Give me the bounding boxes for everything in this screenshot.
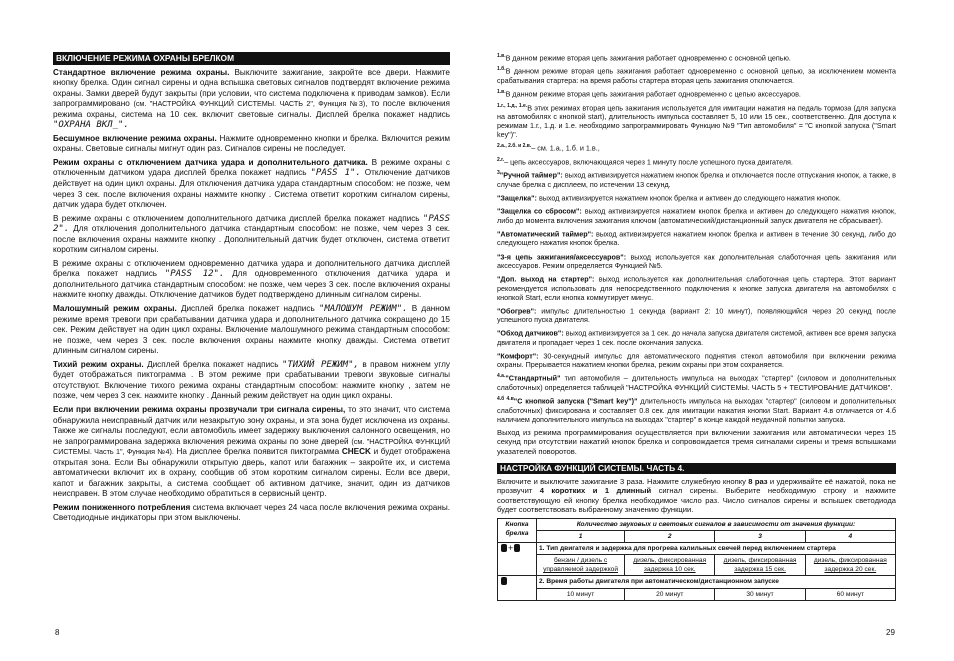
key-icon-cell [498, 576, 537, 600]
page-number-right: 29 [886, 628, 895, 637]
unlock-key-icon [501, 577, 507, 585]
footnote-text: тип автомобиля – длительность импульса на выходах "стартер" (силовом и дополнительных слаботочных) определяется таблицей "НАСТРОЙКА ФУНКЦИЙ СИСТЕМЫ. ЧАСТЬ 5 + ТЕСТИРОВАНИЕ ДАТЧИКОВ". [497, 373, 896, 392]
paragraph-pass2 [53, 214, 450, 256]
footnote-marker: 3 [497, 170, 500, 177]
footnote-marker: 2.а., 2.б. и 2.в. [497, 143, 532, 150]
display-message: "PASS 12". [164, 269, 225, 280]
intro-text: и удерживайте её нажатой, пока не прозвучит [497, 476, 896, 496]
table-header-values: Количество звуковых и световых сигналов в зависимости от значения функции: [537, 518, 896, 530]
definition [497, 273, 896, 302]
definition-term: "Стандартный" [505, 373, 561, 383]
definition [497, 228, 896, 248]
left-page [53, 52, 450, 527]
paragraph-text: В режиме охраны с отключенным датчиком удара дисплей брелка покажет надпись [53, 157, 450, 178]
table-num: 3 [715, 531, 805, 543]
footnote [497, 156, 896, 166]
definition-term: "Обогрев": [497, 306, 537, 316]
paragraph-low-power [53, 503, 450, 524]
display-message: "МАЛОШУМ РЕЖИМ". [318, 304, 408, 315]
intro-paragraph [497, 477, 896, 515]
section-header: НАСТРОЙКА ФУНКЦИЙ СИСТЕМЫ. ЧАСТЬ 4. [497, 463, 896, 474]
definition-term: "Защелка": [497, 193, 537, 203]
table-row-title: 2. Время работы двигателя при автоматическом/дистанционном запуске [537, 576, 896, 588]
footnote [497, 65, 896, 85]
paragraph-text: Выключите зажигание, закройте все двери. Нажмите кнопку брелка. Один сигнал сирены и одна вспышка световых сигналов подтвердят включение режима охраны. Замки дверей будут закрыты (при условии, что система подключена к приводам замков). Если запрограммировано [53, 67, 450, 109]
footnote-marker: 1.в. [497, 53, 506, 59]
table-header-row [498, 518, 896, 530]
paragraph-text: В режиме охраны с отключением дополнительного датчика дисплей брелка покажет надпись [53, 213, 420, 223]
definition-term: "С кнопкой запуска ("Smart key")" [513, 396, 638, 406]
check-pictogram: CHECK [341, 447, 371, 457]
table-row [498, 588, 896, 600]
table-cell: дизель, фиксированная задержка 15 сек. [715, 555, 805, 576]
display-message: "PASS 2". [53, 213, 450, 235]
footnote-text: – цепь аксессуаров, включающаяся через 1 минуту после успешного пуска двигателя. [504, 157, 793, 167]
definition [497, 205, 896, 225]
paragraph-standard-arming [53, 68, 450, 131]
paragraph-title: Режим охраны с отключением датчика удара и дополнительного датчика. [53, 157, 368, 167]
key-icon-combo: + [498, 543, 537, 576]
paragraph-silent-mode [53, 360, 450, 402]
footnote-marker: 1.г., 1.д., 1.е. [497, 102, 528, 109]
footnote-text: В данном режиме вторая цепь зажигания работает одновременно с цепью аксессуаров. [505, 89, 801, 99]
paragraph-text: то это значит, что система обнаружила неисправный датчик или незакрытую зону охраны, и эта зона будет исключена из охраны. Также же сигналы последуют, если автомобиль имеет задержку выключения салонного освещения, но не запрограммирована задержка включения режима охраны по зоне дверей [53, 404, 450, 446]
exit-paragraph: Выход из режима программирования осуществляется при включении зажигания или автоматически через 15 секунд при отсутствии нажатий кнопок брелка и сопровождается тремя сигналами сирены и тремя вспышками указателей поворотов. [497, 427, 896, 456]
paragraph-title: Малошумный режим охраны. [53, 304, 177, 314]
footnote-text: 30-секундный импульс для автоматического поднятия стекол автомобиля при включении режима охраны. Прерывается нажатием кнопки брелка, режим охраны при этом сохраняется. [497, 351, 897, 370]
paragraph-three-signals [53, 405, 450, 500]
paragraph-text: то после включения режима охраны, система на 10 сек. включит световые сигналы. Дисплей брелка покажет надпись [53, 99, 450, 119]
footnote-text: В данном режиме вторая цепь зажигания работает одновременно с основной цепью. [505, 53, 791, 63]
paragraph-text: В режиме охраны с отключением одновременно датчика удара и дополнительного датчика дисплей брелка покажет надпись [53, 258, 450, 279]
table-cell: 10 минут [537, 588, 625, 600]
settings-table [497, 518, 896, 601]
display-message: "ОХРАНА ВКЛ_". [53, 120, 129, 131]
definition-term: "Обход датчиков": [497, 328, 564, 338]
paragraph-pass12 [53, 259, 450, 301]
table-cell: дизель, фиксированная задержка 20 сек. [805, 555, 895, 576]
paragraph-title: Бесшумное включение режима охраны. [53, 133, 217, 143]
paragraph-title: Если при включении режима охраны прозвучали три сигнала сирены, [53, 404, 346, 414]
definition [497, 192, 896, 202]
paragraph-text: и будет отображена открытая зона. Если Вы обнаружили открытую дверь, капот или багажник – закройте их, и система автоматически включит их в охрану, сообщив об этом коротким сигналом сирены. Если все двери, капот и багажник закрыты, а система сообщает об активном датчике, значит, один из датчиков неисправен. В этом случае необходимо обратиться в сервисный центр. [53, 447, 451, 499]
footnote-text: – см. 1.а., 1.б. и 1.в., [531, 143, 600, 153]
paragraph-title: Тихий режим охраны. [53, 359, 144, 369]
display-message: "PASS 1". [310, 168, 361, 179]
footnote-text: выход активизируется за 1 сек. до начала запуска двигателя системой, активен все время запуска двигателя и пропадает через 1 сек. после окончания запуска. [497, 328, 897, 347]
right-page [497, 52, 896, 601]
footnote [497, 88, 896, 98]
footnote-marker: 4.а. [497, 373, 506, 380]
page-number-left: 8 [55, 628, 60, 637]
paragraph-text: Нажмите одновременно кнопки и брелка. Включится режим охраны. Световые сигналы мигнут один раз. Сигналов сирены не последует. [53, 133, 450, 154]
paragraph-silent-arming [53, 134, 450, 155]
footnote-text: выход используется как дополнительная слаботочная цепь стартера. Этот вариант рекомендуется использовать для непосредственного подключения к кнопке запуска двигателя на автомобилях с кнопкой Start, если кнопка коммутирует минус. [497, 274, 897, 302]
footnote-text: импульс длительностью 1 секунда (вариант 2: 10 минут), появляющийся через 20 секунд после успешного пуска двигателя. [497, 306, 896, 325]
footnote-text: выход активизируется нажатием кнопок брелка и активен до следующего нажатия кнопок. [538, 193, 841, 203]
paragraph-text: Дисплей брелка покажет надпись [147, 359, 279, 369]
footnote [497, 102, 896, 140]
paragraph-text: В данном режиме время тревоги при срабатывании датчика удара и дополнительного датчика сокращено до 15 сек. Режим действует на один цикл охраны. Включение малошумного режима стандартным способом: не позже, чем через 3 сек. после включения охраны нажмите кнопку дважды. Система ответит длинным сигналом сирены. [53, 304, 450, 356]
intro-bold: 4 коротких и 1 длинный [539, 486, 652, 496]
definition [497, 395, 896, 424]
definition [497, 169, 896, 189]
footnote [497, 142, 896, 152]
paragraph-text: Отключение датчиков действует на один цикл охраны. Для отключения датчика удара стандартным способом: не позже, чем через 3 сек. после включения охраны нажмите кнопку . Система ответит коротким сигналом сирены, датчик удара будет отключен. [53, 168, 450, 210]
footnote-marker: 4.б 4.в [497, 396, 514, 403]
table-cell: дизель, фиксированная задержка 10 сек. [625, 555, 715, 576]
footnote-text: выход используется как дополнительная слаботочная цепь зажигания или аксессуаров. Режим определяется Функцией №5. [497, 251, 896, 270]
paragraph-sensor-bypass [53, 158, 450, 211]
footnote-marker: 2.г. [497, 156, 505, 163]
footnote [497, 52, 896, 62]
definition [497, 372, 896, 392]
table-num: 2 [625, 531, 715, 543]
footnote-text: длительность импульса на выходах "стартер" (силовом и дополнительных слаботочных) фиксирована и составляет 0.8 сек. для имитации нажатия кнопки Start. Вариант 4.в отличается от 4.б наличием дополнительного импульса на выходах "стартер" в конце каждой неудачной попытки запуска. [497, 396, 896, 424]
table-cell: бензин / дизель с управляемой задержкой [537, 555, 625, 576]
intro-bold: 8 раз [748, 476, 768, 486]
definitions-list [497, 169, 896, 423]
table-header-key: Кнопка брелка [498, 518, 537, 542]
table-row [498, 543, 896, 555]
table-header-nums [498, 531, 896, 543]
table-num: 1 [537, 531, 625, 543]
definition [497, 251, 896, 271]
footnote-marker: 1.в. [497, 89, 506, 96]
lock-key-icon [501, 544, 507, 552]
display-message: "ТИХИЙ РЕЖИМ", [281, 359, 359, 370]
definition [497, 305, 896, 325]
paragraph-low-noise [53, 304, 450, 357]
paragraph-text: в правом нижнем углу будет отображаться пиктограмма . В этом режиме при срабатывании тревоги звуковые сигналы отсутствуют. Включение тихого режима охраны стандартным способом: нажмите кнопку , затем не позже, чем через 3 сек. нажмите кнопку . Данный режим действует на один цикл охраны. [53, 359, 451, 401]
table-cell: 30 минут [715, 588, 805, 600]
reference-note: (см. "НАСТРОЙКА ФУНКЦИЙ СИСТЕМЫ. ЧАСТЬ 2", Функция №3), [133, 99, 368, 109]
paragraph-text: Для одновременного отключения датчика удара и дополнительного датчика стандартным способом: не позже, чем через 3 сек. после включения охраны нажмите кнопку дважды. Отключение датчиков будет подтверждено длинным сигналом сирены. [53, 269, 451, 300]
footnote-text: В этих режимах вторая цепь зажигания используется для имитации нажатия на педаль тормоза (для запуска на автомобилях с кнопкой start), длительность импульса составляет 5, 10 или 15 сек., соответственно. Для доступа к режимам 1.г., 1.д. и 1.е. необходимо запрограммировать Функцию №9 "Тип автомобиля" = "С кнопкой запуска ("Smart key")". [497, 102, 896, 140]
definition-term: "Автоматический таймер": [497, 229, 594, 239]
paragraph-title: Стандартное включение режима охраны. [53, 67, 230, 77]
table-num: 4 [805, 531, 895, 543]
definition-term: "Защелка со сбросом": [497, 206, 582, 216]
table-row-title: 1. Тип двигателя и задержка для прогрева калильных свечей перед включением стартера [537, 543, 896, 555]
paragraph-text: система включает через 24 часа после включения режима охраны. Светодиодные индикаторы при этом выключены. [53, 502, 450, 523]
paragraph-text: Для отключения дополнительного датчика стандартным способом: не позже, чем через 3 сек. после включения охраны нажмите кнопку . Дополнительный датчик будет отключен, система ответит коротким сигналом сирены. [53, 224, 450, 255]
reference-note: (см. "НАСТРОЙКА ФУНКЦИЙ СИСТЕМЫ. Часть 1", Функция №4). [53, 436, 450, 457]
paragraph-text: Дисплей брелка покажет надпись [180, 304, 315, 314]
definition-term: "Комфорт": [497, 351, 539, 361]
definition-term: "3-я цепь зажигания/аксессуаров": [497, 251, 627, 261]
definition [497, 350, 896, 370]
definition-term: "Ручной таймер": [499, 170, 563, 180]
paragraph-text: На дисплее брелка появится пиктограмма [176, 447, 340, 457]
table-row [498, 555, 896, 576]
footnote-text: выход активизируется нажатием кнопок брелка и отключается после отпускания кнопок, а также, в случае брелка с дисплеем, по истечении 13 секунд. [497, 170, 896, 189]
footnote-marker: 1.б. [497, 66, 506, 73]
paragraph-title: Режим пониженного потребления [53, 502, 191, 512]
footnote-text: выход активизируется нажатием кнопок брелка и активен в течение 30 секунд, либо до следующего нажатия кнопок брелка. [497, 229, 896, 248]
table-cell: 20 минут [625, 588, 715, 600]
footnotes-list [497, 52, 896, 166]
definition-term: "Доп. выход на стартер": [497, 274, 595, 284]
table-cell: 60 минут [805, 588, 895, 600]
table-row [498, 576, 896, 588]
intro-text: сигнал сирены. Выберите необходимую строку и нажмите соответствующую ей кнопку брелка необходимое число раз. Число сигналов сирены и вспышек светодиода будет соответствовать выбранному значению функции. [497, 486, 896, 515]
footnote-text: выход активизируется нажатием кнопок брелка и активен до следующего нажатия кнопок, либо до момента включения зажигания ключом (автоматический/дистанционный запуск двигателя не сбрасывает). [497, 206, 897, 225]
intro-text: Включите и выключите зажигание 3 раза. Нажмите служебную кнопку [497, 476, 746, 486]
footnote-text: В данном режиме вторая цепь зажигания работает одновременно с основной цепью, за исключением момента срабатывания стартера: на время работы стартера вторая цепь зажигания отключается. [497, 66, 896, 85]
unlock-key-icon [514, 544, 520, 552]
definition [497, 327, 896, 347]
section-header: ВКЛЮЧЕНИЕ РЕЖИМА ОХРАНЫ БРЕЛКОМ [53, 52, 450, 65]
